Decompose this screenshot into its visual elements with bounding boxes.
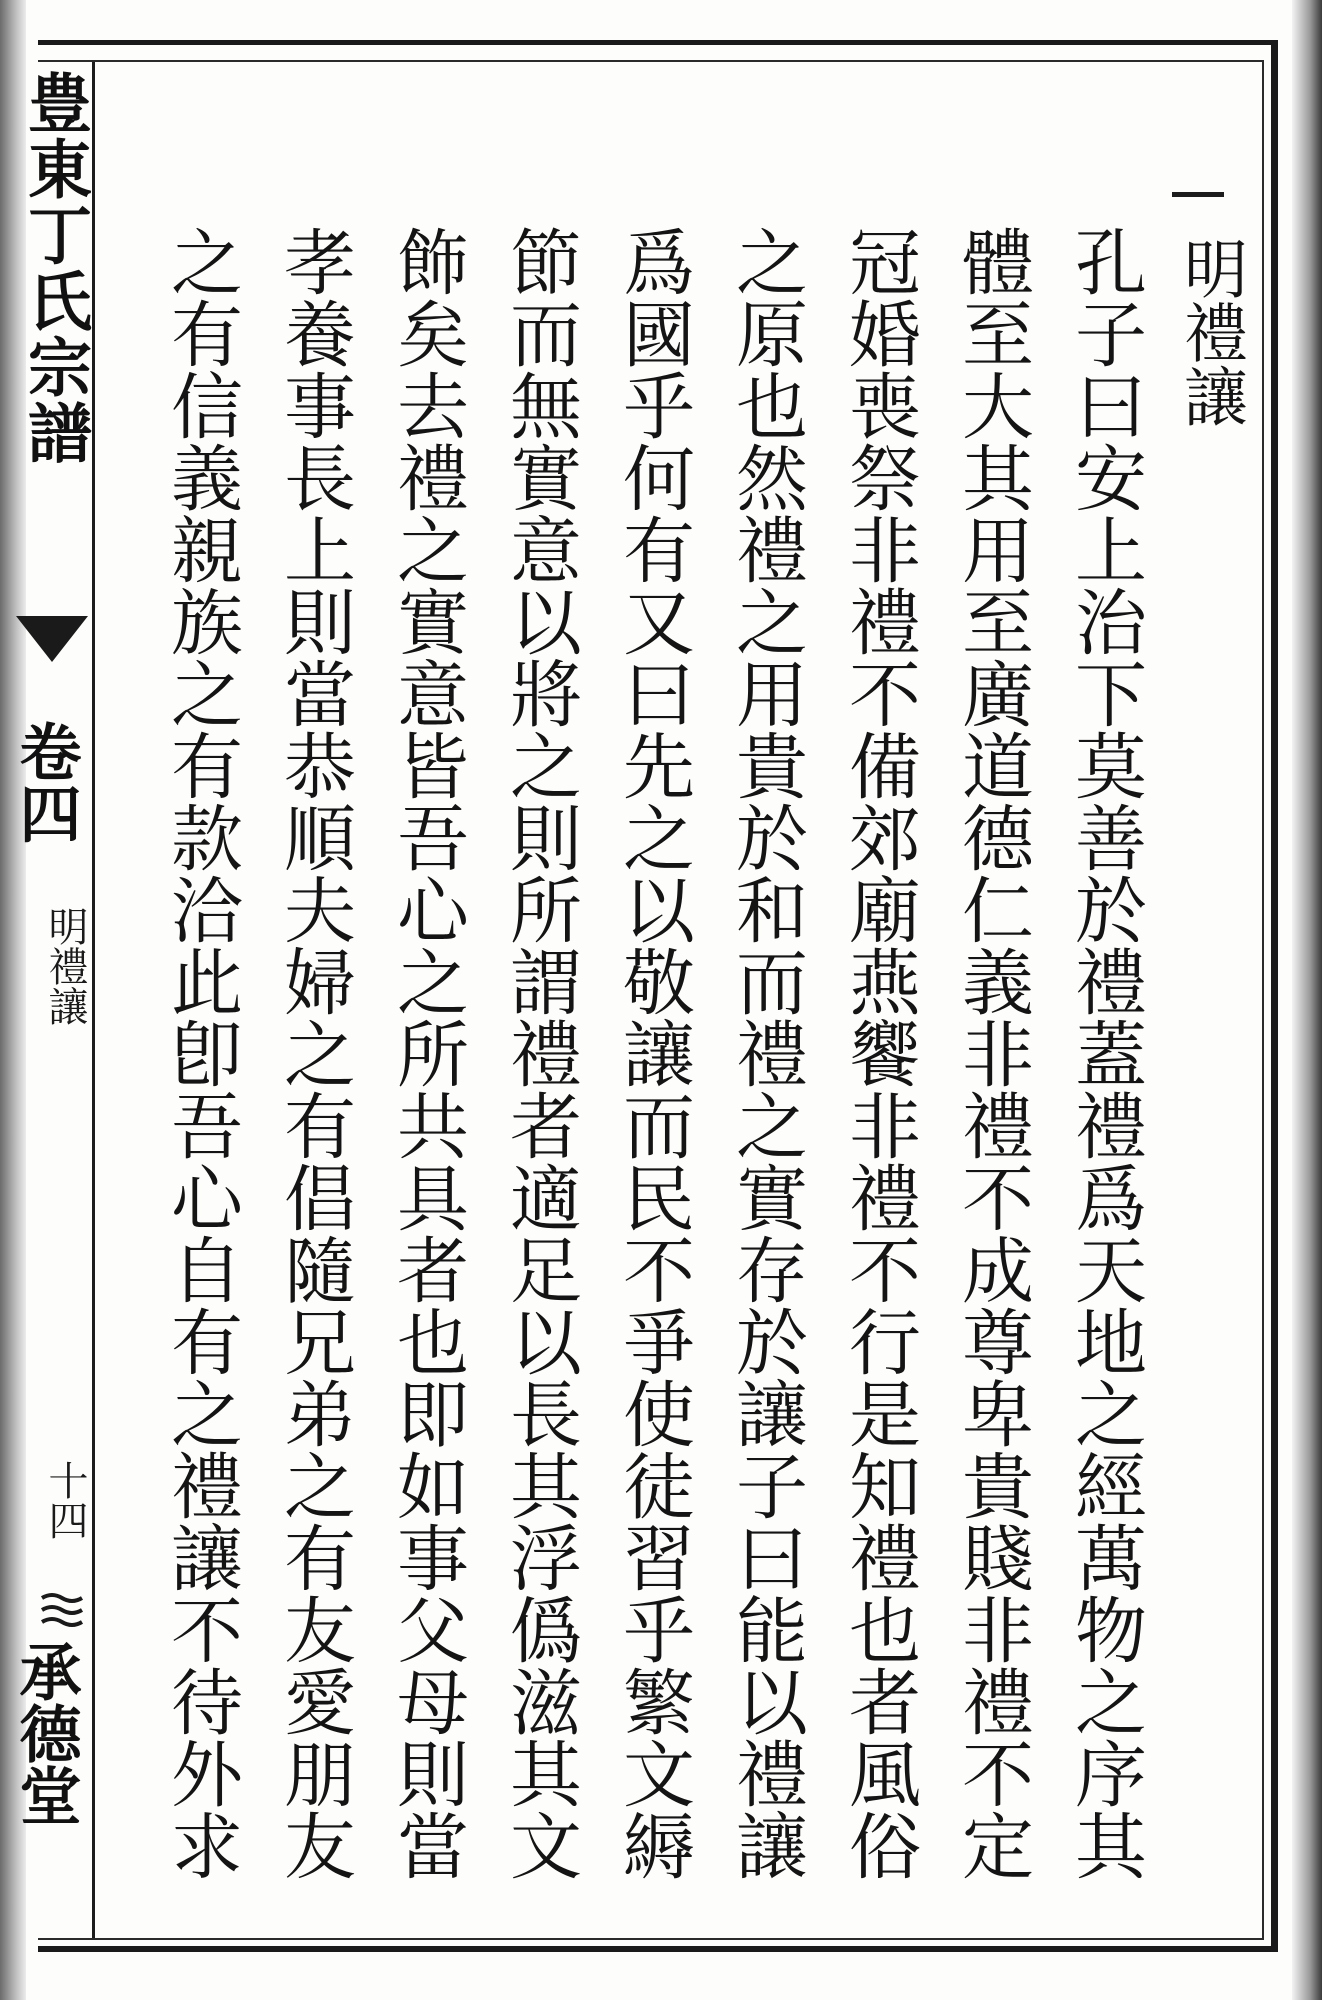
fishtail-mark-lower	[40, 1590, 84, 1630]
banxin-section-title: 明禮讓	[42, 906, 88, 1026]
text-column-2: 體至大其用至廣道德仁義非禮不成尊卑貴賤非禮不定	[950, 225, 1034, 1881]
text-column-3: 冠婚喪祭非禮不備郊廟燕饗非禮不行是知禮也者風俗	[837, 225, 921, 1881]
banxin-hall-name: 承德堂	[9, 1640, 82, 1826]
heading-number-mark	[1172, 192, 1224, 197]
text-column-5: 爲國乎何有又曰先之以敬讓而民不爭使徒習乎繁文縟	[611, 225, 695, 1881]
text-column-7: 飾矣去禮之實意皆吾心之所共具者也即如事父母則當	[385, 225, 469, 1881]
text-column-9: 之有信義親族之有款洽此卽吾心自有之禮讓不待外求	[159, 225, 243, 1881]
text-column-1: 孔子曰安上治下莫善於禮蓋禮爲天地之經萬物之序其	[1063, 225, 1147, 1881]
banxin-book-title: 豊東丁氏宗譜	[17, 70, 92, 466]
banxin-rule-right	[92, 62, 95, 1938]
text-column-4: 之原也然禮之用貴於和而禮之實存於讓子曰能以禮讓	[724, 225, 808, 1881]
scan-right-edge	[1292, 0, 1322, 2000]
section-heading: 明禮讓	[1173, 236, 1247, 428]
banxin-page-number: 十四	[42, 1460, 88, 1540]
banxin-juan-label: 卷四	[9, 720, 82, 844]
text-column-6: 節而無實意以將之則所謂禮者適足以長其浮僞滋其文	[498, 225, 582, 1881]
fishtail-mark-upper	[16, 616, 88, 662]
text-column-8: 孝養事長上則當恭順夫婦之有倡隨兄弟之有友愛朋友	[272, 225, 356, 1881]
